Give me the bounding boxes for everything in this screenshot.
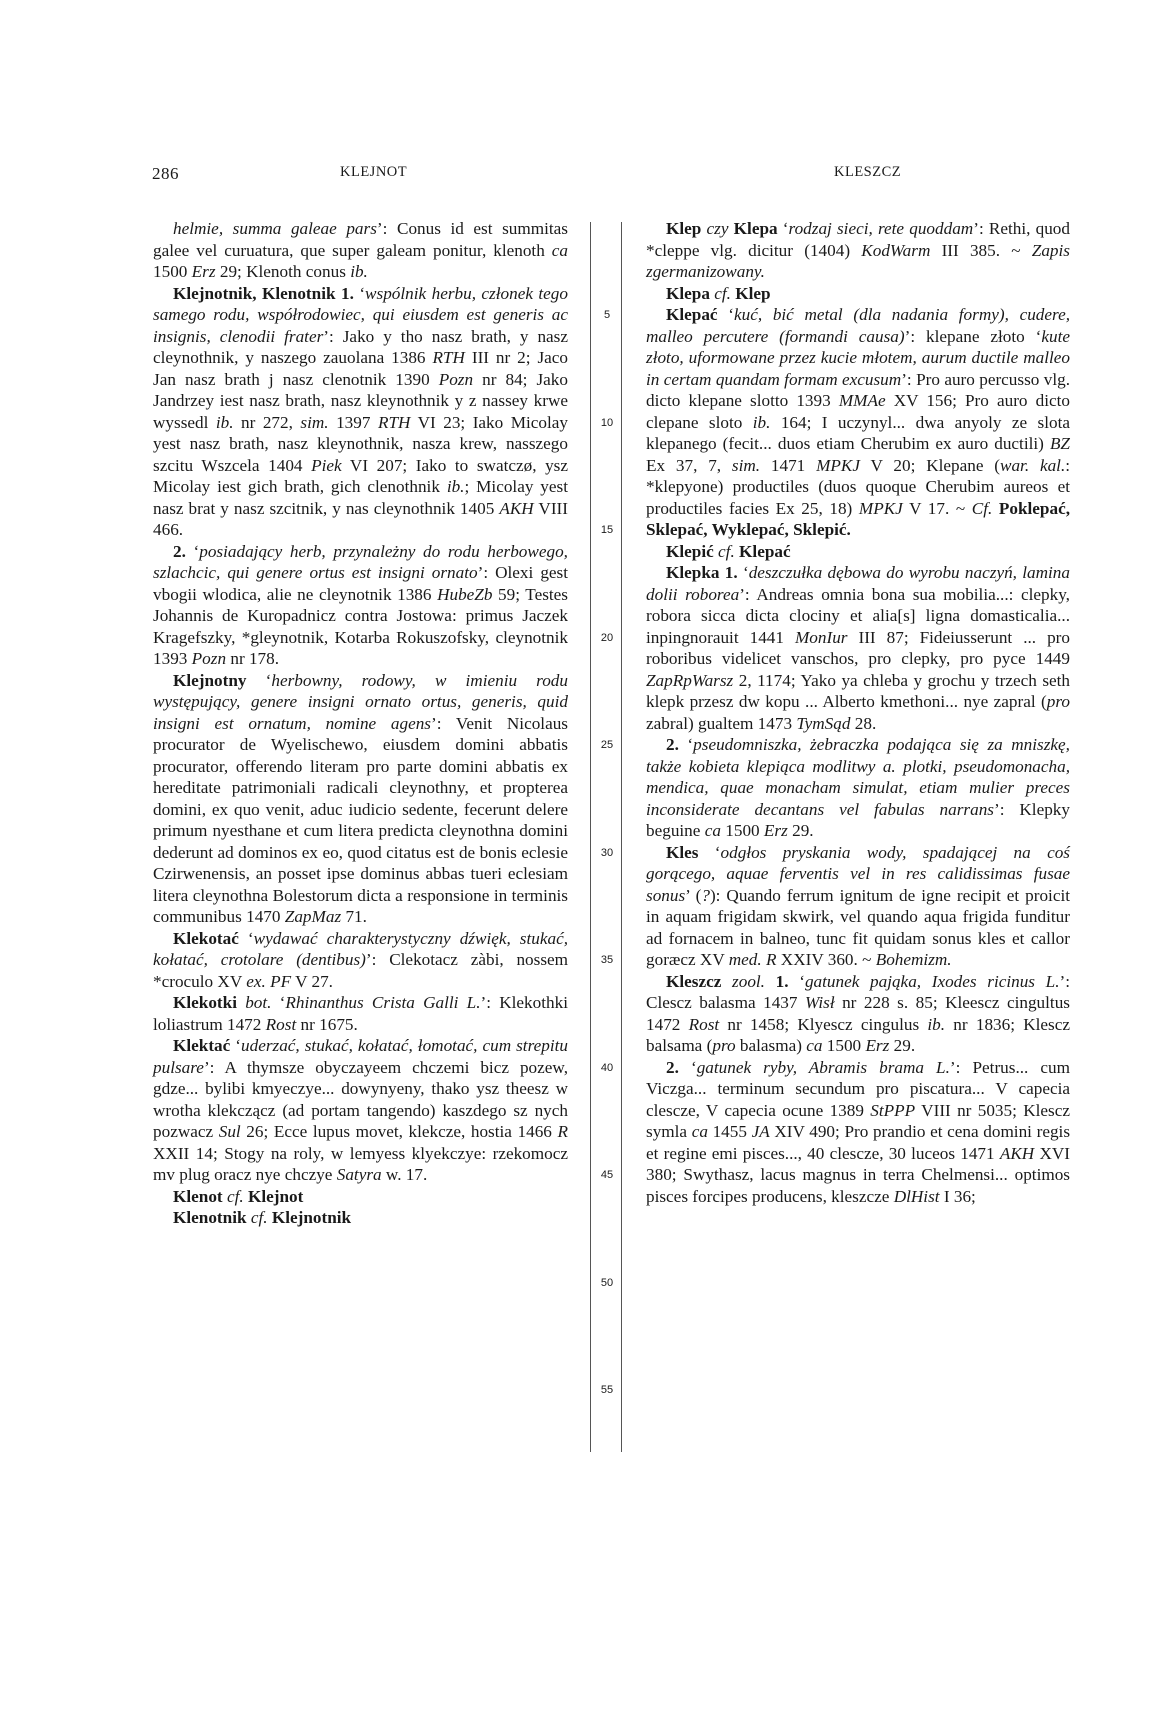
entry-text: ’: Klepky beguine [646, 799, 1070, 840]
italic-text: cf. [250, 1208, 268, 1227]
entry-text: ’: Jako y tho nasz brath, y nasz cleynothnik, y naszego zauolana 1386 [153, 326, 568, 367]
entry-text: 29. [787, 821, 814, 840]
italic-text: AKH [499, 498, 534, 518]
headword: Klep [666, 219, 702, 238]
italic-text: bot. [245, 993, 272, 1012]
entry-text: zabral) gualtem 1473 [646, 713, 797, 733]
italic-text: MonIur [794, 627, 848, 647]
entry-text: ‘ [230, 1036, 242, 1055]
entry-text: VIII nr 5035; Klescz symla [646, 1100, 1070, 1141]
entry-text: ’: Andreas omnia bona sua mobilia...: clepky, robora sicca dicta clociny et alia[s] ligna domasticalia... inpingnorauit 1441 [646, 584, 1070, 647]
headword: Klepka 1. [666, 563, 738, 582]
headword: Kles [666, 842, 699, 862]
entry-text: ’ ( [685, 885, 702, 905]
entry-text: ‘ [678, 735, 694, 754]
entry-text: ‘ [698, 842, 721, 862]
italic-text: Rost [265, 1014, 297, 1034]
italic-text: kuć, bić metal (dla nadania formy), cudere, malleo percutere (formandi causa) [646, 305, 1070, 346]
headword: Klekotać [173, 928, 239, 948]
italic-text: gatunek ryby, Abramis brama L. [696, 1057, 950, 1077]
italic-text: RTH [432, 348, 465, 367]
entry-text: ’: Pro auro percusso vlg. dicto klepane slotto 1393 [646, 369, 1070, 410]
italic-text: med. R [728, 950, 777, 969]
dictionary-entry [153, 1035, 568, 1186]
entry-text: III 385. ~ [930, 240, 1032, 260]
entry-text: 1455 [707, 1122, 752, 1141]
entry-text: ; Micolay yest nasz brat y nasz szcitnik, y nas cleynothnik 1405 [153, 477, 568, 518]
entry-text: 1500 [153, 262, 192, 281]
headword: Klenotnik [173, 1208, 247, 1227]
entry-text: I 36; [939, 1186, 976, 1206]
entry-text: ‘ [678, 1057, 697, 1077]
italic-text: ca [704, 821, 721, 840]
headword: 1. [775, 971, 789, 991]
entry-text: ’: Petrus... cum Viczga... terminum secundum pro piscatura... V capecia clescze, V capecia ocune 1389 [646, 1057, 1070, 1120]
dictionary-entry [153, 541, 568, 670]
headword: Klejnotny [173, 670, 247, 690]
italic-text: ib. [350, 262, 368, 281]
italic-text: R [557, 1122, 568, 1141]
entry-text: ‘ [717, 305, 734, 324]
italic-text: deszczułka dębowa do wyrobu naczyń, lamina dolii roborea [646, 563, 1070, 604]
dictionary-entry [646, 562, 1070, 734]
entry-text: ’: Clescz balasma 1437 [646, 971, 1071, 1012]
italic-text: Cf. [971, 498, 993, 518]
italic-text: czy [706, 219, 729, 238]
italic-text: ib. [752, 412, 771, 432]
running-header [0, 164, 1171, 188]
italic-text: MMAe [838, 391, 886, 410]
italic-text: war. kal. [1000, 455, 1066, 475]
entry-text: ‘ [271, 993, 286, 1012]
dictionary-entry [646, 1057, 1070, 1208]
entry-text: V 20; Klepane ( [860, 455, 1000, 475]
italic-text: RTH [377, 412, 411, 432]
italic-text: ex. PF [246, 971, 292, 991]
entry-text: V 17. ~ [902, 498, 972, 518]
entry-text: nr 84; Jako Jandrzey iest nasz brath, nasz kleynothnik y z nassey krwe wyssedl [153, 369, 568, 432]
entry-text: 164; I uczynyl... dwa anyoly ze slota klepanego (fecit... duos etiam Cherubim ex auro ductili) [646, 412, 1070, 453]
italic-text: ca [551, 240, 568, 260]
entry-text: 1471 [760, 455, 817, 475]
italic-text: kute złoto, uformowane przez kucie młotem, aurum ductile malleo in certam quandam formam excusum [646, 326, 1070, 389]
italic-text: KodWarm [861, 240, 931, 260]
entry-text: 1500 [720, 821, 764, 840]
headword: Klekotki [173, 993, 237, 1012]
line-number: 20 [600, 631, 614, 644]
italic-text: ib. [446, 477, 465, 496]
dictionary-entry [646, 971, 1070, 1057]
dictionary-entry [646, 218, 1070, 283]
entry-text: 2, 1174; Yako ya chleba y grochu y trzech seth klepk przesz dw kopu ... Alberto kmethoni... nye zapral ( [646, 670, 1070, 711]
entry-text: XIV 490; Pro prandio et cena domini regis et regine emi pisces..., 40 clescze, 30 luceos 1471 [646, 1122, 1071, 1163]
italic-text: cf. [718, 541, 735, 561]
entry-text: 59; Testes Johannis de Kuropadnicz contra Jostowa: primus Jaczek Kragefszky, *gleynotnik, Kotarba Rokuszofsky, cleynotnik 1393 [153, 584, 568, 668]
entry-text: 29; Klenoth conus [215, 262, 351, 281]
entry-text: 28. [850, 713, 877, 733]
line-number: 5 [603, 309, 611, 321]
entry-text: nr 228 s. 85; Kleescz cingultus 1472 [646, 993, 1070, 1034]
dictionary-entry [646, 304, 1070, 541]
headword: Klenot [173, 1186, 223, 1206]
italic-text: MPKJ [858, 498, 903, 518]
line-number: 25 [600, 739, 614, 751]
line-number: 50 [600, 1276, 614, 1289]
page-number: 286 [152, 164, 179, 183]
entry-text: Ex 37, 7, [646, 455, 732, 475]
italic-text: Erz [865, 1036, 890, 1055]
entry-text: ‘ [353, 283, 366, 303]
entry-text: 71. [341, 907, 367, 926]
italic-text: uderzać, stukać, kołatać, łomotać, cum strepitu pulsare [153, 1036, 568, 1077]
italic-text: BZ [1049, 434, 1070, 453]
entry-text: ’: A thymsze obyczayeem chczemi bicz pozew, gdze... bylibi kmyeczye... dowynyeny, thako ysz theesz w wrotha klekcząсz (ad portam tangendo) kaszdego sz nych pozwacz [153, 1057, 568, 1141]
italic-text: DlHist [893, 1186, 940, 1206]
dictionary-entry [646, 734, 1070, 842]
italic-text: Erz [763, 821, 788, 840]
headword: Klejnotnik, Klenotnik 1. [173, 283, 354, 303]
entry-text: 26; Ecce lupus movet, klekcze, hostia 1466 [240, 1122, 558, 1141]
italic-text: pro [1046, 692, 1070, 711]
italic-text: ZapMaz [284, 907, 342, 926]
headword: 2. [666, 1057, 679, 1077]
headword: Klepa [733, 219, 778, 238]
entry-text: ’: Venit Nicolaus procurator de Wyelischewo, eiusdem domini abbatis procurator, offerendo literam pro parte domini abbatis ex hereditate patrimoniali radicali cleynothny, et propterea domini, ex quo venit, aduc iudicio sedente, fecerunt delere primum nyesthane et cum litera predicta cleynothna domini dederunt ad dominos ex eo, quod citatus est de bonis eclesie Czirwenensis, an posset ipse dominus abbas tueri eclesiam litera cleynothna Bolestorum dicta a responsione in terminis communibus 1470 [153, 713, 568, 926]
entry-text: ’: Conus id est summitas galee vel curuatura, que super galeam ponitur, klenoth [153, 219, 568, 260]
entry-text: nr 178. [226, 649, 280, 668]
left-column [153, 218, 568, 1229]
italic-text: Rhinanthus Crista Galli L. [285, 993, 481, 1012]
entry-text: ’: Olexi gest vbogii wlodica, alie ne cleynotnik 1386 [153, 563, 569, 604]
dictionary-entry [153, 283, 568, 541]
italic-text: helmie, summa galeae pars [173, 219, 377, 238]
headword: Klepić [666, 541, 714, 561]
line-number: 35 [600, 954, 614, 966]
italic-text: pseudomniszka, żebraczka podająca się za mniszkę, także kobieta klepiąca modlitwy a. plotki, pseudomonacha, mendica, quae monacham simulat, etiam mulier preces inconsiderate decantans vel fabulas narrans [646, 735, 1070, 819]
entry-text [237, 993, 245, 1012]
italic-text: gatunek pająka, Ixodes ricinus L. [804, 971, 1060, 991]
entry-text: ’: klepane złoto ‘ [904, 326, 1042, 346]
entry-text: VI 23; Iako Micolay yest nasz brath, nasz kleynothnik, nasza krew, nasszego szcitu Wszcela 1404 [153, 412, 568, 475]
entry-text: 29. [889, 1036, 916, 1055]
italic-text: ca [691, 1122, 708, 1141]
italic-text: ZapRpWarsz [646, 670, 734, 690]
italic-text: Sul [218, 1122, 241, 1141]
italic-text: pro [712, 1036, 736, 1055]
entry-text [721, 972, 732, 991]
italic-text: MPKJ [816, 455, 861, 475]
italic-text: wydawać charakterystyczny dźwięk, stukać, kołatać, crotolare (dentibus) [153, 928, 568, 969]
entry-text: ‘ [185, 541, 200, 561]
entry-text: VI 207; Iako to swatczø, ysz Micolay iest gich brath, gich clenothnik [153, 455, 568, 496]
dictionary-entry [153, 1186, 568, 1208]
entry-text: 1500 [822, 1036, 866, 1055]
entry-text: ): Quando ferrum ignitum de igne recipit et proicit in aquam frigidam skwirk, vel quando aqua frigida funditur ad fornacem in balneo, tunc fit quidam sonus kles et callor goræcz XV [646, 885, 1071, 969]
entry-text: XXIV 360. ~ [776, 950, 876, 969]
headword: Kleszcz [666, 971, 722, 991]
entry-text: III 87; Fideiusserunt ... pro roboribus videlicet vanschos, pro clepky, pro pyce 1449 [646, 627, 1070, 668]
dictionary-entry [153, 670, 568, 928]
headword: Poklepać, Sklepać, Wyklepać, Sklepić. [646, 498, 1071, 539]
entry-text: III nr 2; Jaco Jan nasz brath j nasz clenotnik 1390 [153, 348, 568, 389]
entry-text: XVI 380; Swythasz, lacus magnus in terra Chelmensi... optimos pisces forcipes producens, kleszcze [646, 1143, 1070, 1206]
line-number: 30 [600, 846, 614, 859]
italic-text: sim. [300, 412, 329, 432]
italic-text: TymSąd [796, 713, 851, 733]
italic-text: JA [751, 1122, 770, 1141]
italic-text: ca [806, 1036, 823, 1055]
italic-text: Piek [311, 455, 342, 475]
entry-text: nr 1836; Klescz balsama ( [646, 1014, 1071, 1055]
headword: Klepać [739, 541, 791, 561]
entry-text: w. 17. [381, 1165, 428, 1184]
italic-text: Wisł [804, 993, 835, 1012]
italic-text: Pozn [191, 649, 227, 668]
headword: 2. [666, 735, 679, 754]
italic-text: Pozn [438, 369, 474, 389]
entry-text: ’: Rethi, quod *cleppe vlg. dicitur (1404) [646, 219, 1070, 260]
dictionary-entry [646, 283, 1070, 305]
line-number: 15 [600, 524, 614, 536]
entry-text: VIII 466. [153, 498, 568, 539]
italic-text: sim. [731, 455, 761, 475]
column-rule-left [590, 222, 591, 1452]
headword: Klejnotnik [271, 1208, 352, 1227]
line-number: 40 [600, 1061, 614, 1074]
entry-text: XXII 14; Stogy na roly, w lemyess klyekczye: rzekomocz mv plug oracz nye chczye [153, 1143, 568, 1184]
italic-text: HubeZb [437, 584, 493, 604]
entry-text [992, 499, 999, 518]
italic-text: ib. [927, 1014, 946, 1034]
dictionary-entry [153, 1207, 568, 1229]
italic-text: Bohemizm. [875, 950, 952, 969]
italic-text: posiadający herb, przynależny do rodu herbowego, szlachcic, qui genere ortus est insigni ornato [153, 541, 568, 582]
entry-text: XV 156; Pro auro dicto clepane sloto [646, 391, 1070, 432]
entry-text: 1397 [328, 412, 378, 432]
headword: Klepa [666, 283, 710, 303]
italic-text: zool. [732, 971, 765, 991]
italic-text: herbowny, rodowy, w imieniu rodu występujący, genere insigni ornato ortus, generis, quid insigni est ornatum, nomine agens [153, 670, 568, 733]
italic-text: odgłos pryskania wody, spadającej na coś gorącego, aquae ferventis vel in res calidissimas fusae sonus [646, 842, 1070, 905]
entry-text: ‘ [238, 928, 254, 948]
dictionary-entry [646, 541, 1070, 563]
right-column [646, 218, 1070, 1207]
italic-text: ib. [215, 412, 234, 432]
dictionary-entry [153, 218, 568, 283]
headword: Klepać [666, 305, 718, 324]
right-headword: KLESZCZ [834, 164, 902, 180]
italic-text: StPPP [870, 1100, 916, 1120]
italic-text: rodzaj sieci, rete quoddam [788, 219, 974, 238]
entry-text: ‘ [777, 219, 789, 238]
entry-text: : *klepyone) productiles (duos quoque Cherubim aureos et productiles facies Ex 25, 18) [646, 455, 1071, 518]
line-number: 55 [600, 1384, 614, 1396]
entry-text: ‘ [737, 563, 749, 582]
headword: Klektać [173, 1036, 231, 1055]
entry-text: nr 272, [233, 412, 301, 432]
italic-text: Rost [688, 1014, 720, 1034]
entry-text: V 27. [291, 971, 333, 991]
entry-text [765, 972, 776, 991]
entry-text: ‘ [788, 971, 805, 991]
entry-text: ‘ [246, 670, 272, 690]
line-number: 45 [600, 1169, 614, 1181]
headword: Klep [735, 283, 771, 303]
column-rule-right [621, 222, 622, 1452]
dictionary-entry [646, 842, 1070, 971]
entry-text: balasma) [735, 1036, 807, 1055]
entry-text: ’: Klekothki loliastrum 1472 [153, 993, 568, 1034]
italic-text: cf. [226, 1186, 244, 1206]
italic-text: Erz [191, 262, 216, 281]
headword: 2. [173, 541, 186, 561]
italic-text: Satyra [336, 1165, 382, 1184]
italic-text: Zapis zgermanizowany. [646, 240, 1070, 281]
italic-text: wspólnik herbu, członek tego samego rodu, współrodowiec, qui eiusdem est generis ac insignis, clenodii frater [153, 283, 568, 346]
entry-text: ’: Clekotacz zàbi, nossem *croculo XV [153, 950, 569, 991]
headword: Klejnot [247, 1186, 304, 1206]
left-headword: KLEJNOT [340, 164, 408, 180]
entry-text: nr 1458; Klyescz cingulus [719, 1014, 928, 1034]
dictionary-entry [153, 928, 568, 993]
italic-text: cf. [714, 283, 731, 303]
line-number: 10 [600, 416, 614, 429]
entry-text: nr 1675. [296, 1014, 358, 1034]
dictionary-entry [153, 992, 568, 1035]
italic-text: AKH [999, 1143, 1035, 1163]
italic-text: ? [701, 885, 710, 905]
